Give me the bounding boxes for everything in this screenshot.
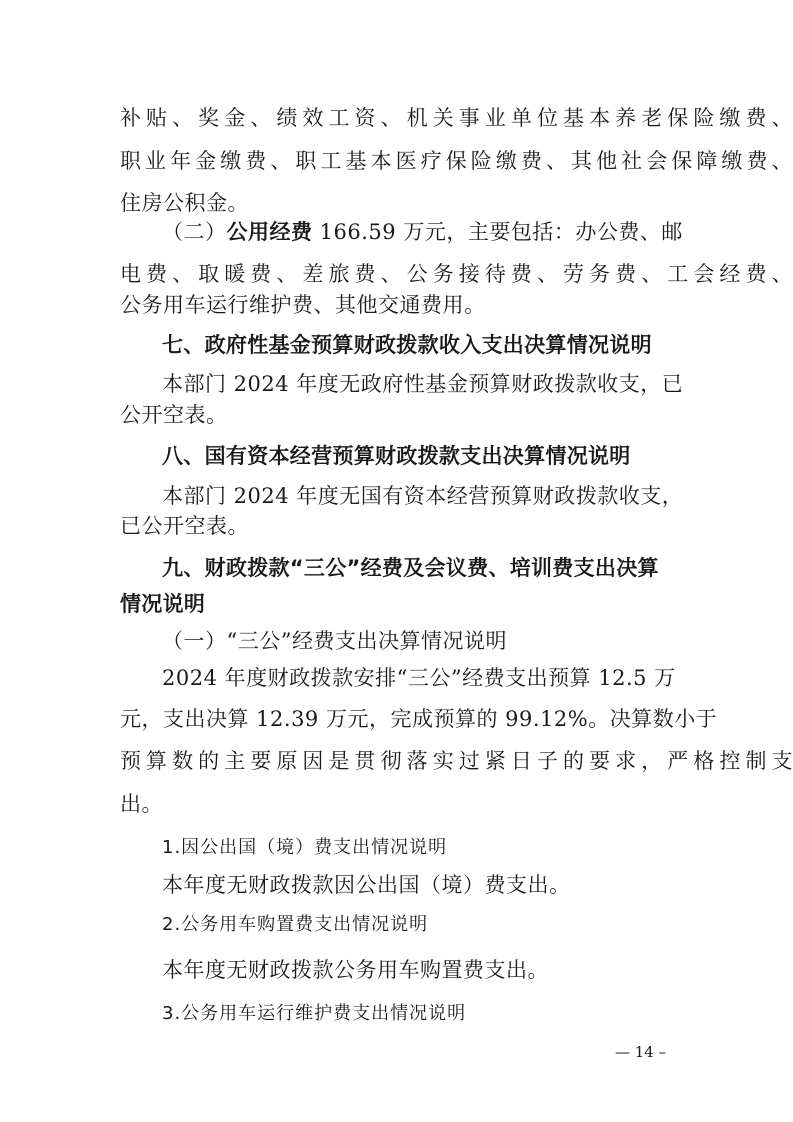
paragraph-line: 电费、取暖费、差旅费、公务接待费、劳务费、工会经费、 (120, 262, 793, 286)
paragraph-line: 本部门 2024 年度无国有资本经营预算财政拨款收支， (162, 484, 684, 508)
paragraph-line: 元，支出决算 12.39 万元，完成预算的 99.12%。决算数小于 (120, 707, 718, 731)
public-expenses-prefix: （二） (162, 220, 227, 244)
paragraph-line: 公开空表。 (120, 403, 228, 427)
paragraph-line: 预算数的主要原因是贯彻落实过紧日子的要求，严格控制支 (120, 749, 793, 773)
section-heading: 八、国有资本经营预算财政拨款支出决算情况说明 (162, 444, 631, 468)
public-expenses-amount: 166.59 万元，主要包括：办公费、邮 (312, 220, 683, 244)
paragraph-line: 出。 (120, 792, 163, 816)
paragraph-line: 公务用车运行维护费、其他交通费用。 (120, 293, 486, 317)
subsection-heading: （一）“三公”经费支出决算情况说明 (162, 629, 507, 653)
item-heading: 2.公务用车购置费支出情况说明 (162, 914, 429, 935)
page-number: — 14 – (615, 1043, 667, 1061)
item-heading: 1.因公出国（境）费支出情况说明 (162, 837, 448, 858)
public-expenses-line (162, 217, 683, 247)
paragraph-line: 职业年金缴费、职工基本医疗保险缴费、其他社会保障缴费、 (120, 149, 793, 173)
section-heading: 七、政府性基金预算财政拨款收入支出决算情况说明 (162, 333, 652, 357)
section-heading: 九、财政拨款“三公”经费及会议费、培训费支出决算 (162, 556, 659, 580)
section-heading: 情况说明 (120, 592, 206, 616)
paragraph-line: 已公开空表。 (120, 514, 249, 538)
paragraph-line: 本年度无财政拨款因公出国（境）费支出。 (162, 873, 571, 897)
paragraph-line: 本年度无财政拨款公务用车购置费支出。 (162, 958, 549, 982)
paragraph-line: 本部门 2024 年度无政府性基金预算财政拨款收支，已 (162, 372, 684, 396)
paragraph-line: 补贴、奖金、绩效工资、机关事业单位基本养老保险缴费、 (120, 106, 793, 130)
public-expenses-term: 公用经费 (226, 220, 313, 244)
paragraph-line: 2024 年度财政拨款安排“三公”经费支出预算 12.5 万 (162, 666, 676, 690)
item-heading: 3.公务用车运行维护费支出情况说明 (162, 1003, 467, 1024)
paragraph-line: 住房公积金。 (120, 191, 249, 215)
